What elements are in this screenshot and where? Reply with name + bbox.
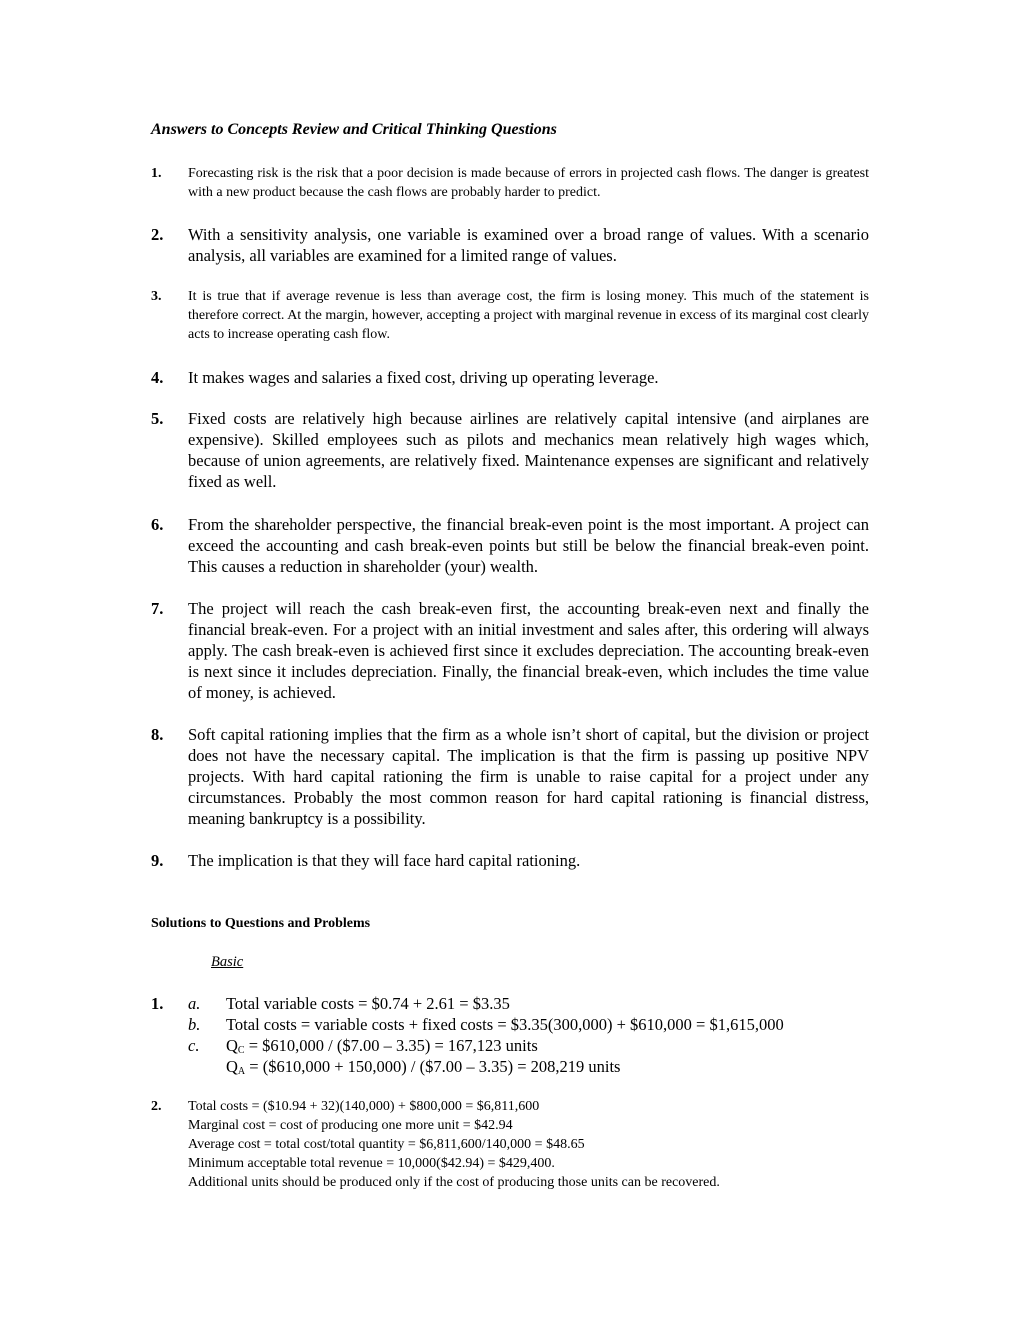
item-number: 1. xyxy=(151,994,164,1013)
problem-2 xyxy=(151,1097,911,1192)
item-number: 2. xyxy=(151,225,164,244)
concept-answer-4 xyxy=(151,367,869,388)
problem-1-part-c xyxy=(151,1035,911,1056)
problem-2-line: Average cost = total cost/total quantity = $6,811,600/140,000 = $48.65 xyxy=(188,1137,585,1152)
item-text: The implication is that they will face hard capital rationing. xyxy=(188,851,581,870)
part-text-qc: $Q_C$ = $610,000 / ($7.00 – 3.35) = 167,123 units xyxy=(226,1036,538,1056)
item-text: Forecasting risk is the risk that a poor decision is made because of errors in projected cash flows. The danger is greatest with a new product because the cash flows are probably harder to predict. xyxy=(188,166,869,200)
problem-2-line: Total costs = ($10.94 + 32)(140,000) + $800,000 = $6,811,600 xyxy=(188,1099,540,1114)
part-label: b. xyxy=(188,1015,201,1034)
item-text: With a sensitivity analysis, one variable is examined over a broad range of values. With a scenario analysis, all variables are examined for a limited range of values. xyxy=(188,225,869,265)
item-text: From the shareholder perspective, the financial break-even point is the most important. A project can exceed the accounting and cash break-even points but still be below the financial break-even point. This causes a reduction in shareholder (your) wealth. xyxy=(188,515,869,576)
concept-answer-2 xyxy=(151,224,869,266)
item-number: 6. xyxy=(151,515,164,534)
item-number: 8. xyxy=(151,725,164,744)
solutions-heading: Solutions to Questions and Problems xyxy=(151,916,371,931)
item-text: It is true that if average revenue is less than average cost, the firm is losing money. This much of the statement is therefore correct. At the margin, however, accepting a project with marginal revenue in excess of its marginal cost clearly acts to increase operating cash flow. xyxy=(188,289,869,342)
problem-1-part-a xyxy=(151,993,911,1014)
problem-1 xyxy=(151,993,911,1077)
item-number: 9. xyxy=(151,851,164,870)
concept-answer-5 xyxy=(151,408,869,492)
section-heading: Answers to Concepts Review and Critical Thinking Questions xyxy=(151,121,557,138)
concept-answer-6 xyxy=(151,514,869,577)
problem-1-part-c-cont xyxy=(151,1056,911,1077)
item-number: 3. xyxy=(151,289,162,304)
part-text: Total variable costs = $0.74 + 2.61 = $3.35 xyxy=(226,994,510,1013)
part-label: a. xyxy=(188,994,201,1013)
problem-2-line: Marginal cost = cost of producing one more unit = $42.94 xyxy=(188,1118,513,1133)
basic-label: Basic xyxy=(211,954,244,970)
concept-answer-1 xyxy=(151,164,869,202)
concept-answer-9 xyxy=(151,850,869,871)
item-number: 4. xyxy=(151,368,164,387)
item-text: Soft capital rationing implies that the firm as a whole isn’t short of capital, but the division or project does not have the necessary capital. The implication is that the firm is passing up positive NPV projects. With hard capital rationing the firm is unable to raise capital for a project under any circumstances. Probably the most common reason for hard capital rationing is financial distress, meaning bankruptcy is a possibility. xyxy=(188,725,869,828)
item-number: 5. xyxy=(151,409,164,428)
concept-answer-3 xyxy=(151,287,869,344)
problem-1-part-b xyxy=(151,1014,911,1035)
item-text: The project will reach the cash break-even first, the accounting break-even next and finally the financial break-even. For a project with an initial investment and sales after, this ordering will always apply. The cash break-even is achieved first since it excludes depreciation. The accounting break-even is next since it includes depreciation. Finally, the financial break-even, which includes the time value of money, is achieved. xyxy=(188,599,869,702)
item-number: 7. xyxy=(151,599,164,618)
concept-answer-8 xyxy=(151,724,869,829)
part-text-qa: $Q_A$ = ($610,000 + 150,000) / ($7.00 – 3.35) = 208,219 units xyxy=(226,1057,621,1077)
problem-2-line: Minimum acceptable total revenue = 10,000($42.94) = $429,400. xyxy=(188,1156,555,1171)
concept-answer-7 xyxy=(151,598,869,703)
item-number: 2. xyxy=(151,1099,162,1114)
item-text: It makes wages and salaries a fixed cost, driving up operating leverage. xyxy=(188,368,659,387)
item-number: 1. xyxy=(151,166,162,181)
item-text: Fixed costs are relatively high because airlines are relatively capital intensive (and airplanes are expensive). Skilled employees such as pilots and mechanics mean relatively high wages which, because of union agreements, are relatively fixed. Maintenance expenses are significant and relatively fixed as well. xyxy=(188,409,869,491)
part-text: Total costs = variable costs + fixed costs = $3.35(300,000) + $610,000 = $1,615,000 xyxy=(226,1015,784,1034)
part-label: c. xyxy=(188,1036,200,1055)
problem-2-line: Additional units should be produced only if the cost of producing those units can be recovered. xyxy=(188,1175,720,1190)
